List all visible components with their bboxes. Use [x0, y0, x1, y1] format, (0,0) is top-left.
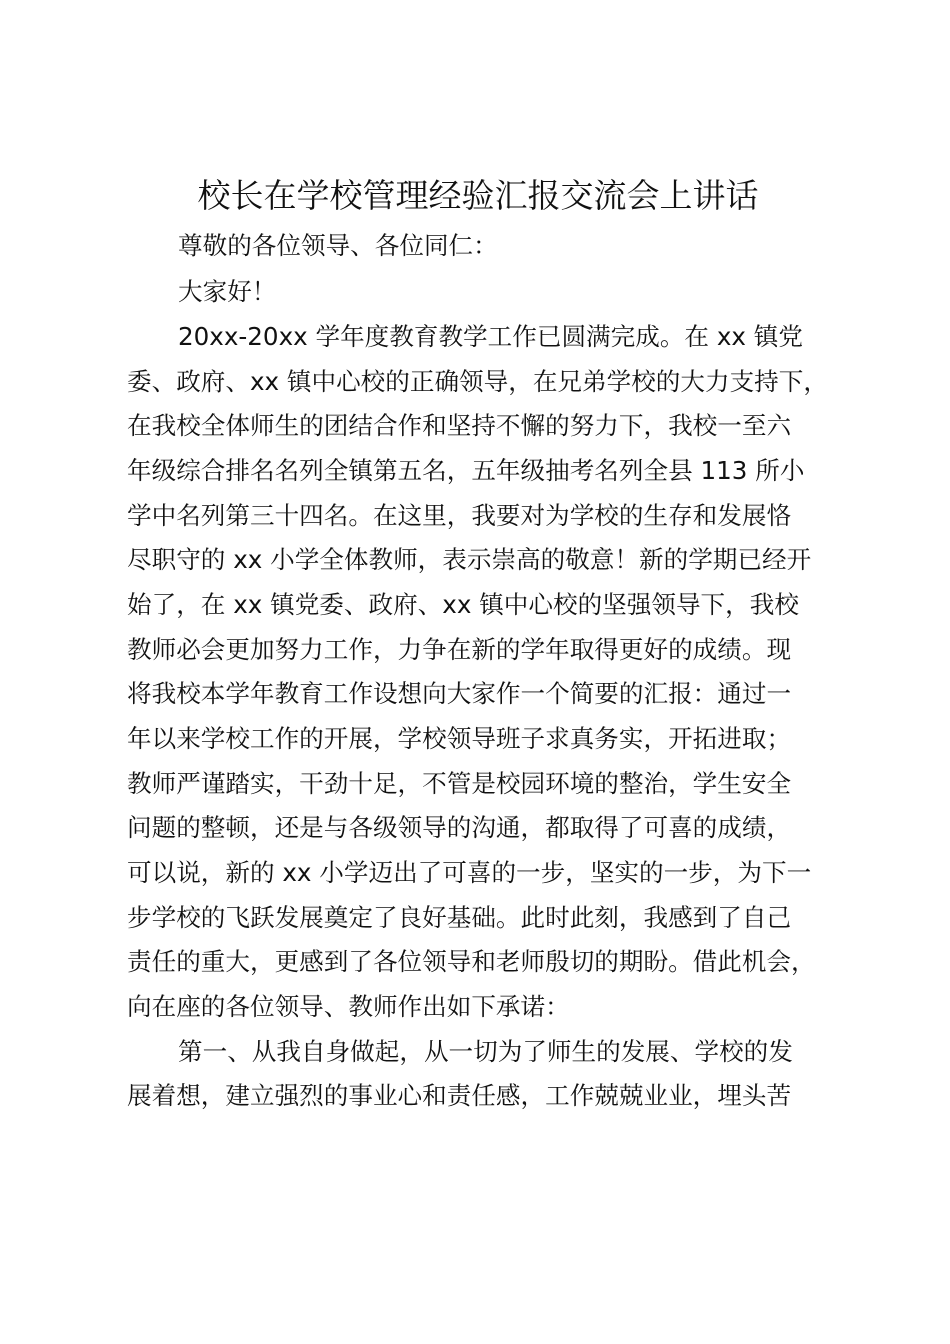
paragraph-line: 20xx-20xx 学年度教育教学工作已圆满完成。在 xx 镇党	[178, 322, 803, 351]
paragraph-line: 可以说，新的 xx 小学迈出了可喜的一步，坚实的一步，为下一	[127, 858, 812, 887]
salutation: 尊敬的各位领导、各位同仁：	[178, 231, 498, 260]
paragraph-line: 委、政府、xx 镇中心校的正确领导，在兄弟学校的大力支持下，	[127, 367, 828, 396]
paragraph-line: 教师严谨踏实，干劲十足，不管是校园环境的整治，学生安全	[127, 769, 792, 798]
greeting: 大家好！	[178, 277, 277, 306]
paragraph-line: 向在座的各位领导、教师作出如下承诺：	[127, 992, 570, 1021]
paragraph-line: 年以来学校工作的开展，学校领导班子求真务实，开拓进取；	[127, 724, 792, 753]
paragraph-line: 始了，在 xx 镇党委、政府、xx 镇中心校的坚强领导下，我校	[127, 590, 799, 619]
paragraph-line: 教师必会更加努力工作，力争在新的学年取得更好的成绩。现	[127, 635, 792, 664]
paragraph-line: 责任的重大，更感到了各位领导和老师殷切的期盼。借此机会，	[127, 947, 816, 976]
paragraph-line: 在我校全体师生的团结合作和坚持不懈的努力下，我校一至六	[127, 411, 792, 440]
paragraph-line: 学中名列第三十四名。在这里，我要对为学校的生存和发展恪	[127, 501, 792, 530]
paragraph-line: 问题的整顿，还是与各级领导的沟通，都取得了可喜的成绩，	[127, 813, 792, 842]
paragraph-line: 将我校本学年教育工作设想向大家作一个简要的汇报：通过一	[127, 679, 792, 708]
paragraph-line: 尽职守的 xx 小学全体教师，表示崇高的敬意！新的学期已经开	[127, 545, 812, 574]
document-title: 校长在学校管理经验汇报交流会上讲话	[197, 176, 759, 215]
paragraph-line: 第一、从我自身做起，从一切为了师生的发展、学校的发	[178, 1037, 793, 1066]
paragraph-line: 年级综合排名名列全镇第五名，五年级抽考名列全县 113 所小	[127, 456, 805, 485]
paragraph-line: 展着想，建立强烈的事业心和责任感，工作兢兢业业，埋头苦	[127, 1081, 792, 1110]
paragraph-line: 步学校的飞跃发展奠定了良好基础。此时此刻，我感到了自己	[127, 903, 792, 932]
